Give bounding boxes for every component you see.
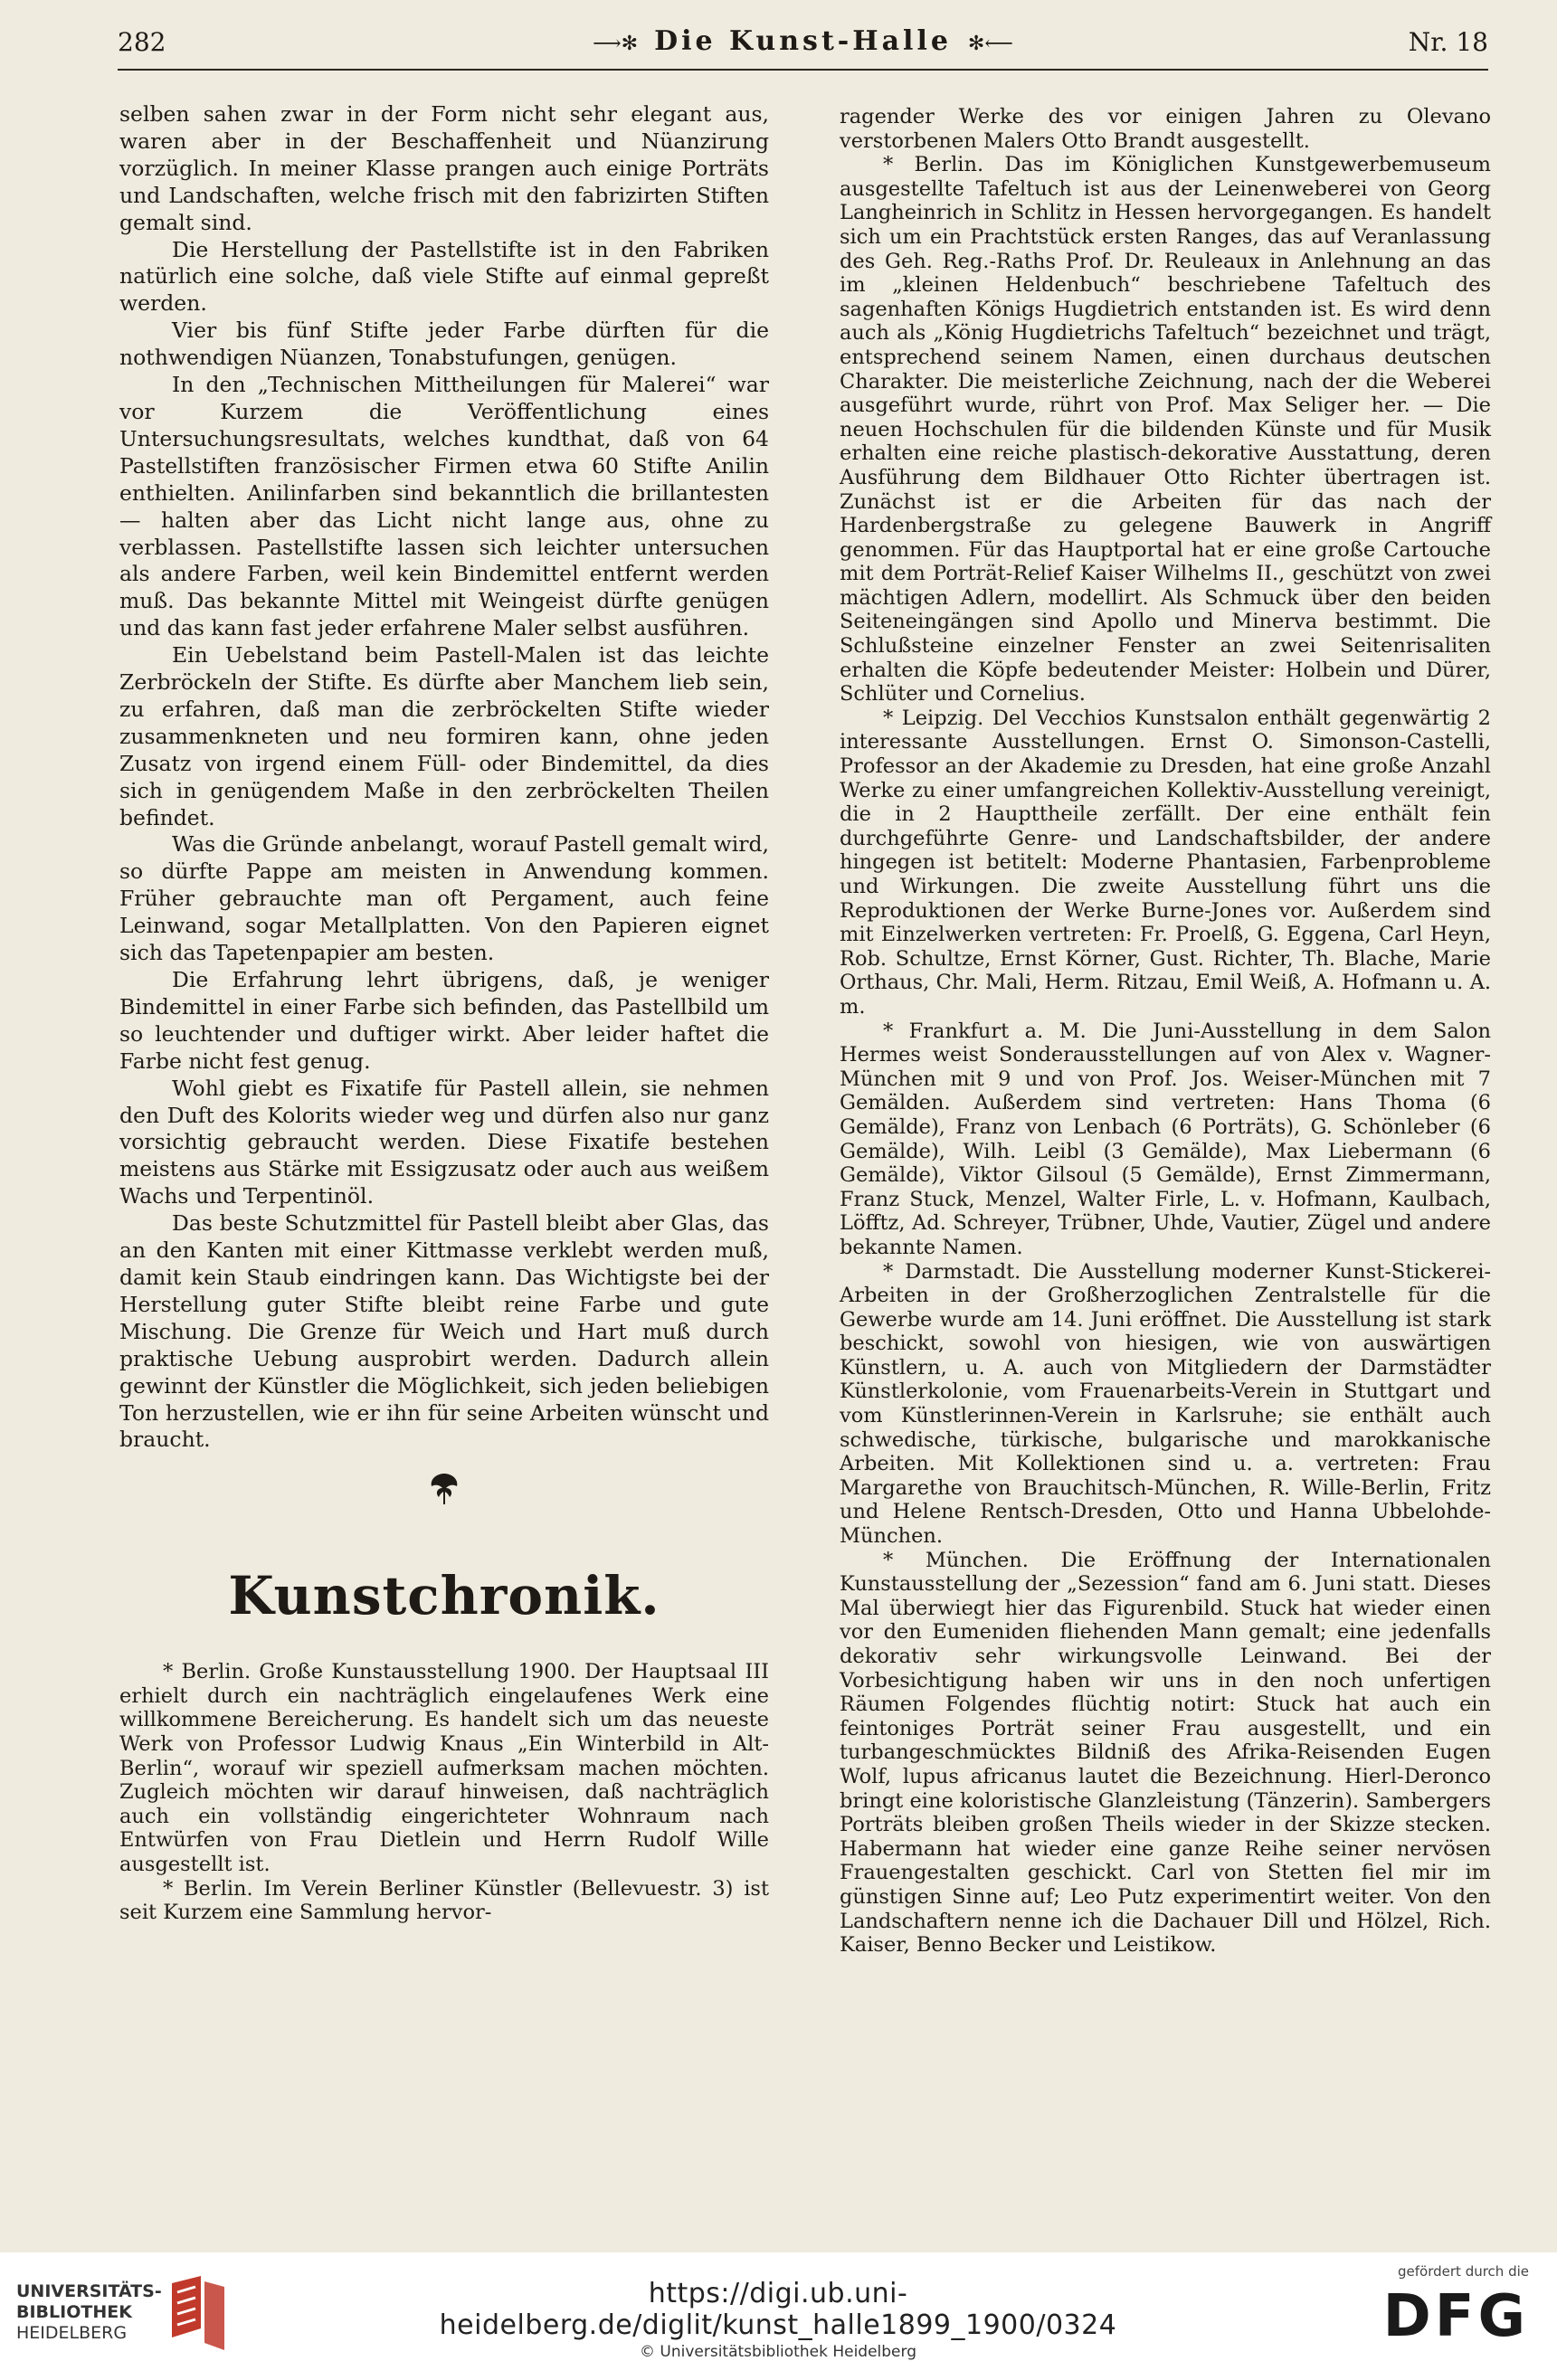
- ornament-right-icon: ✻⟵: [967, 33, 1013, 55]
- right-column: [840, 105, 1491, 1958]
- leaf-ornament-icon: [119, 1468, 769, 1515]
- paragraph: Was die Gründe anbelangt, worauf Pastell gemalt wird, so dürfte Pappe am meisten in Anwendung kommen. Früher gebrauchte man oft Pergament, auch feine Leinwand, sogar Metallplatten. Von den Papieren eignet sich das Tapetenpapier am besten.: [119, 831, 769, 966]
- library-name-line: HEIDELBERG: [16, 2323, 128, 2343]
- paragraph: Vier bis fünf Stifte jeder Farbe dürften für die nothwendigen Nüanzen, Tonabstufungen, genügen.: [119, 318, 769, 371]
- journal-title-line: [118, 25, 1488, 57]
- left-column: [119, 101, 769, 1925]
- chronicle-entry: ragender Werke des vor einigen Jahren zu Olevano verstorbenen Malers Otto Brandt ausgestellt.: [840, 105, 1491, 153]
- permalink-url[interactable]: https://digi.ub.uni-heidelberg.de/diglit/kunst_halle1899_1900/0324: [439, 2278, 1117, 2341]
- library-name-line: BIBLIOTHEK: [16, 2302, 132, 2322]
- chronicle-entry: * Berlin. Das im Königlichen Kunstgewerbemuseum ausgestellte Tafeltuch ist aus der Leinenweberei von Georg Langheinrich in Schlitz in Hessen hervorgegangen. Es handelt sich um ein Prachtstück ersten Ranges, das auf Veranlassung des Geh. Reg.-Raths Prof. Dr. Reuleaux in Anlehnung an das im „kleinen Heldenbuch“ beschriebene Tafeltuch des sagenhaften Königs Hugdietrich entstanden ist. Es wird denn auch als „König Hugdietrichs Tafeltuch“ bezeichnet und trägt, entsprechend seinem Namen, einen durchaus deutschen Charakter. Die meisterliche Zeichnung, nach der die Weberei ausgeführt wurde, rührt von Prof. Max Seliger her. — Die neuen Hochschulen für die bildenden Künste und für Musik erhalten eine reiche plastisch-dekorative Ausstattung, deren Ausführung dem Bildhauer Otto Richter übertragen ist. Zunächst ist er die Arbeiten für das nach der Hardenbergstraße zu gelegene Bauwerk in Angriff genommen. Für das Hauptportal hat er eine große Cartouche mit dem Porträt-Relief Kaiser Wilhelms II., geschützt von zwei mächtigen Adlern, modellirt. Als Schmuck über den beiden Seiteneingängen sind Apollo und Minerva bestimmt. Die Schlußsteine einzelner Fenster an zwei Seitenrisaliten erhalten die Köpfe bedeutender Meister: Holbein und Dürer, Schlüter und Cornelius.: [840, 153, 1491, 706]
- digitization-footer: [0, 2252, 1557, 2380]
- library-name: [16, 2281, 162, 2344]
- copyright-notice: © Universitätsbibliothek Heidelberg: [639, 2343, 916, 2361]
- chronicle-entry: * Berlin. Große Kunstausstellung 1900. Der Hauptsaal III erhielt durch ein nachträglich eingelaufenes Werk eine willkommene Bereicherung. Es handelt sich um das neueste Werk von Professor Ludwig Knaus „Ein Winterbild in Alt-Berlin“, worauf wir speziell aufmerksam machen möchten. Zugleich möchten wir darauf hinweisen, daß nachträglich auch ein vollständig eingerichteter Wohnraum nach Entwürfen von Frau Dietlein und Herrn Rudolf Wille ausgestellt ist.: [119, 1660, 769, 1876]
- paragraph: Die Herstellung der Pastellstifte ist in den Fabriken natürlich eine solche, daß viele Stifte auf einmal gepreßt werden.: [119, 236, 769, 317]
- chronicle-entry: * München. Die Eröffnung der Internationalen Kunstausstellung der „Sezession“ fand am 6. Juni statt. Dieses Mal überwiegt hier das Figurenbild. Stuck hat wieder einen vor den Eumeniden fliehenden Mann gemalt; eine jedenfalls dekorativ sehr wirkungsvolle Leinwand. Bei der Vorbesichtigung haben wir uns in den noch unfertigen Räumen Folgendes flüchtig notirt: Stuck hat auch ein feintoniges Porträt seiner Frau ausgestellt, und ein turbangeschmücktes Bildniß des Afrika-Reisenden Eugen Wolf, lupus africanus lautet die Bezeichnung. Hierl-Deronco bringt eine koloristische Glanzleistung (Tänzerin). Sambergers Porträts bleiben großen Theils wieder in der Skizze stecken. Habermann hat wieder eine ganze Reihe seiner nervösen Frauengestalten geschickt. Carl von Stetten fiel mir im günstigen Sinne auf; Leo Putz experimentirt weiter. Von den Landschaftern nenne ich die Dachauer Dill und Hölzel, Rich. Kaiser, Benno Becker und Leistikow.: [840, 1548, 1491, 1958]
- header-rule: [118, 69, 1488, 71]
- paragraph: In den „Technischen Mittheilungen für Malerei“ war vor Kurzem die Veröffentlichung eines Untersuchungsresultats, welches kundthat, daß von 64 Pastellstiften französischer Firmen etwa 60 Stifte Anilin enthielten. Anilinfarben sind bekanntlich die brillantesten — halten aber das Licht nicht lange aus, ohne zu verblassen. Pastellstifte lassen sich leichter untersuchen als andere Farben, weil kein Bindemittel entfernt werden muß. Das bekannte Mittel mit Weingeist dürfte genügen und das kann fast jeder erfahrene Maler selbst ausführen.: [119, 372, 769, 641]
- chronicle-entry: * Frankfurt a. M. Die Juni-Ausstellung in dem Salon Hermes weist Sonderausstellungen auf von Alex v. Wagner-München mit 9 und von Prof. Jos. Weiser-München mit 7 Gemälden. Außerdem sind vertreten: Hans Thoma (6 Gemälde), Franz von Lenbach (6 Porträts), G. Schönleber (6 Gemälde), Wilh. Leibl (3 Gemälde), Max Liebermann (6 Gemälde), Viktor Gilsoul (5 Gemälde), Ernst Zimmermann, Franz Stuck, Menzel, Walter Firle, L. v. Hofmann, Kaulbach, Löfftz, Ad. Schreyer, Trübner, Uhde, Vautier, Zügel und andere bekannte Namen.: [840, 1019, 1491, 1259]
- paragraph: Wohl giebt es Fixatife für Pastell allein, sie nehmen den Duft des Kolorits wieder weg und dürfen also nur ganz vorsichtig gebraucht werden. Diese Fixatife bestehen meistens aus Stärke mit Essigzusatz oder auch aus weißem Wachs und Terpentinöl.: [119, 1075, 769, 1209]
- ornament-left-icon: ⟶✻: [593, 33, 639, 55]
- chronicle-entry: * Leipzig. Del Vecchios Kunstsalon enthält gegenwärtig 2 interessante Ausstellungen. Ernst O. Simonson-Castelli, Professor an der Akademie zu Dresden, hat eine große Anzahl Werke zu einer umfangreichen Kollektiv-Ausstellung vereinigt, die in 2 Haupttheile zerfällt. Der eine enthält fein durchgeführte Genre- und Landschaftsbilder, der andere hingegen ist betitelt: Moderne Phantasien, Farbenprobleme und Wirkungen. Die zweite Ausstellung führt uns die Reproduktionen der Werke Burne-Jones vor. Außerdem sind mit Einzelwerken vertreten: Fr. Proelß, G. Eggena, Carl Heyn, Rob. Schultze, Ernst Körner, Gust. Richter, Th. Blache, Marie Orthaus, Chr. Mali, Herm. Ritzau, Emil Weiß, A. Hofmann u. A. m.: [840, 706, 1491, 1019]
- chronicle-entries: [119, 1660, 769, 1925]
- issue-number: Nr. 18: [1408, 27, 1488, 57]
- page-number: 282: [118, 27, 166, 57]
- chronicle-entry: * Berlin. Im Verein Berliner Künstler (Bellevuestr. 3) ist seit Kurzem eine Sammlung hervor-: [119, 1876, 769, 1925]
- chronicle-entry: * Darmstadt. Die Ausstellung moderner Kunst-Stickerei-Arbeiten in der Großherzoglichen Zentralstelle für die Gewerbe wurde am 14. Juni eröffnet. Die Ausstellung ist stark beschickt, sowohl von hiesigen, wie von auswärtigen Künstlern, u. A. auch von Mitgliedern der Darmstädter Künstlerkolonie, vom Frauenarbeits-Verein in Stuttgart und vom Künstlerinnen-Verein in Karlsruhe; sie enthält auch schwedische, türkische, bulgarische und marokkanische Arbeiten. Mit Kollektionen sind u. a. vertreten: Frau Margarethe von Brauchitsch-München, R. Wille-Berlin, Fritz und Helene Rentsch-Dresden, Otto und Hanna Ubbelohde-München.: [840, 1259, 1491, 1549]
- funder-name: DFG: [1382, 2283, 1529, 2350]
- running-header: [118, 24, 1488, 67]
- university-library-logo[interactable]: [16, 2274, 324, 2365]
- section-title: Kunstchronik.: [228, 1565, 660, 1627]
- dfg-logo[interactable]: [1357, 2263, 1538, 2372]
- paragraph: Das beste Schutzmittel für Pastell bleibt aber Glas, das an den Kanten mit einer Kittmasse verklebt werden muß, damit kein Staub eindringen kann. Das Wichtigste bei der Herstellung guter Stifte bleibt reine Farbe und gute Mischung. Die Grenze für Weich und Hart muß durch praktische Uebung ausprobirt werden. Dadurch allein gewinnt der Künstler die Möglichkeit, sich jeden beliebigen Ton herzustellen, wie er ihn für seine Arbeiten wünscht und braucht.: [119, 1210, 769, 1453]
- funder-note: gefördert durch die: [1398, 2263, 1529, 2280]
- journal-title: Die Kunst-Halle: [654, 25, 952, 57]
- paragraph: Ein Uebelstand beim Pastell-Malen ist das leichte Zerbröckeln der Stifte. Es dürfte aber Manchem lieb sein, zu erfahren, daß man die zerbröckelten Stifte wieder zusammenkneten und neu formiren kann, ohne jeden Zusatz von irgend einem Füll- oder Bindemittel, da dies sich in genügendem Maße in den zerbröckelten Theilen befindet.: [119, 642, 769, 830]
- library-name-line: UNIVERSITÄTS-: [16, 2281, 162, 2301]
- library-emblem-icon: [165, 2274, 228, 2356]
- paragraph: selben sahen zwar in der Form nicht sehr elegant aus, waren aber in der Beschaffenheit und Nüanzirung vorzüglich. In meiner Klasse prangen auch einige Porträts und Landschaften, welche frisch mit den fabrizirten Stiften gemalt sind.: [119, 101, 769, 235]
- paragraph: Die Erfahrung lehrt übrigens, daß, je weniger Bindemittel in einer Farbe sich befinden, das Pastellbild um so leuchtender und duftiger wirkt. Aber leider haftet die Farbe nicht fest genug.: [119, 967, 769, 1074]
